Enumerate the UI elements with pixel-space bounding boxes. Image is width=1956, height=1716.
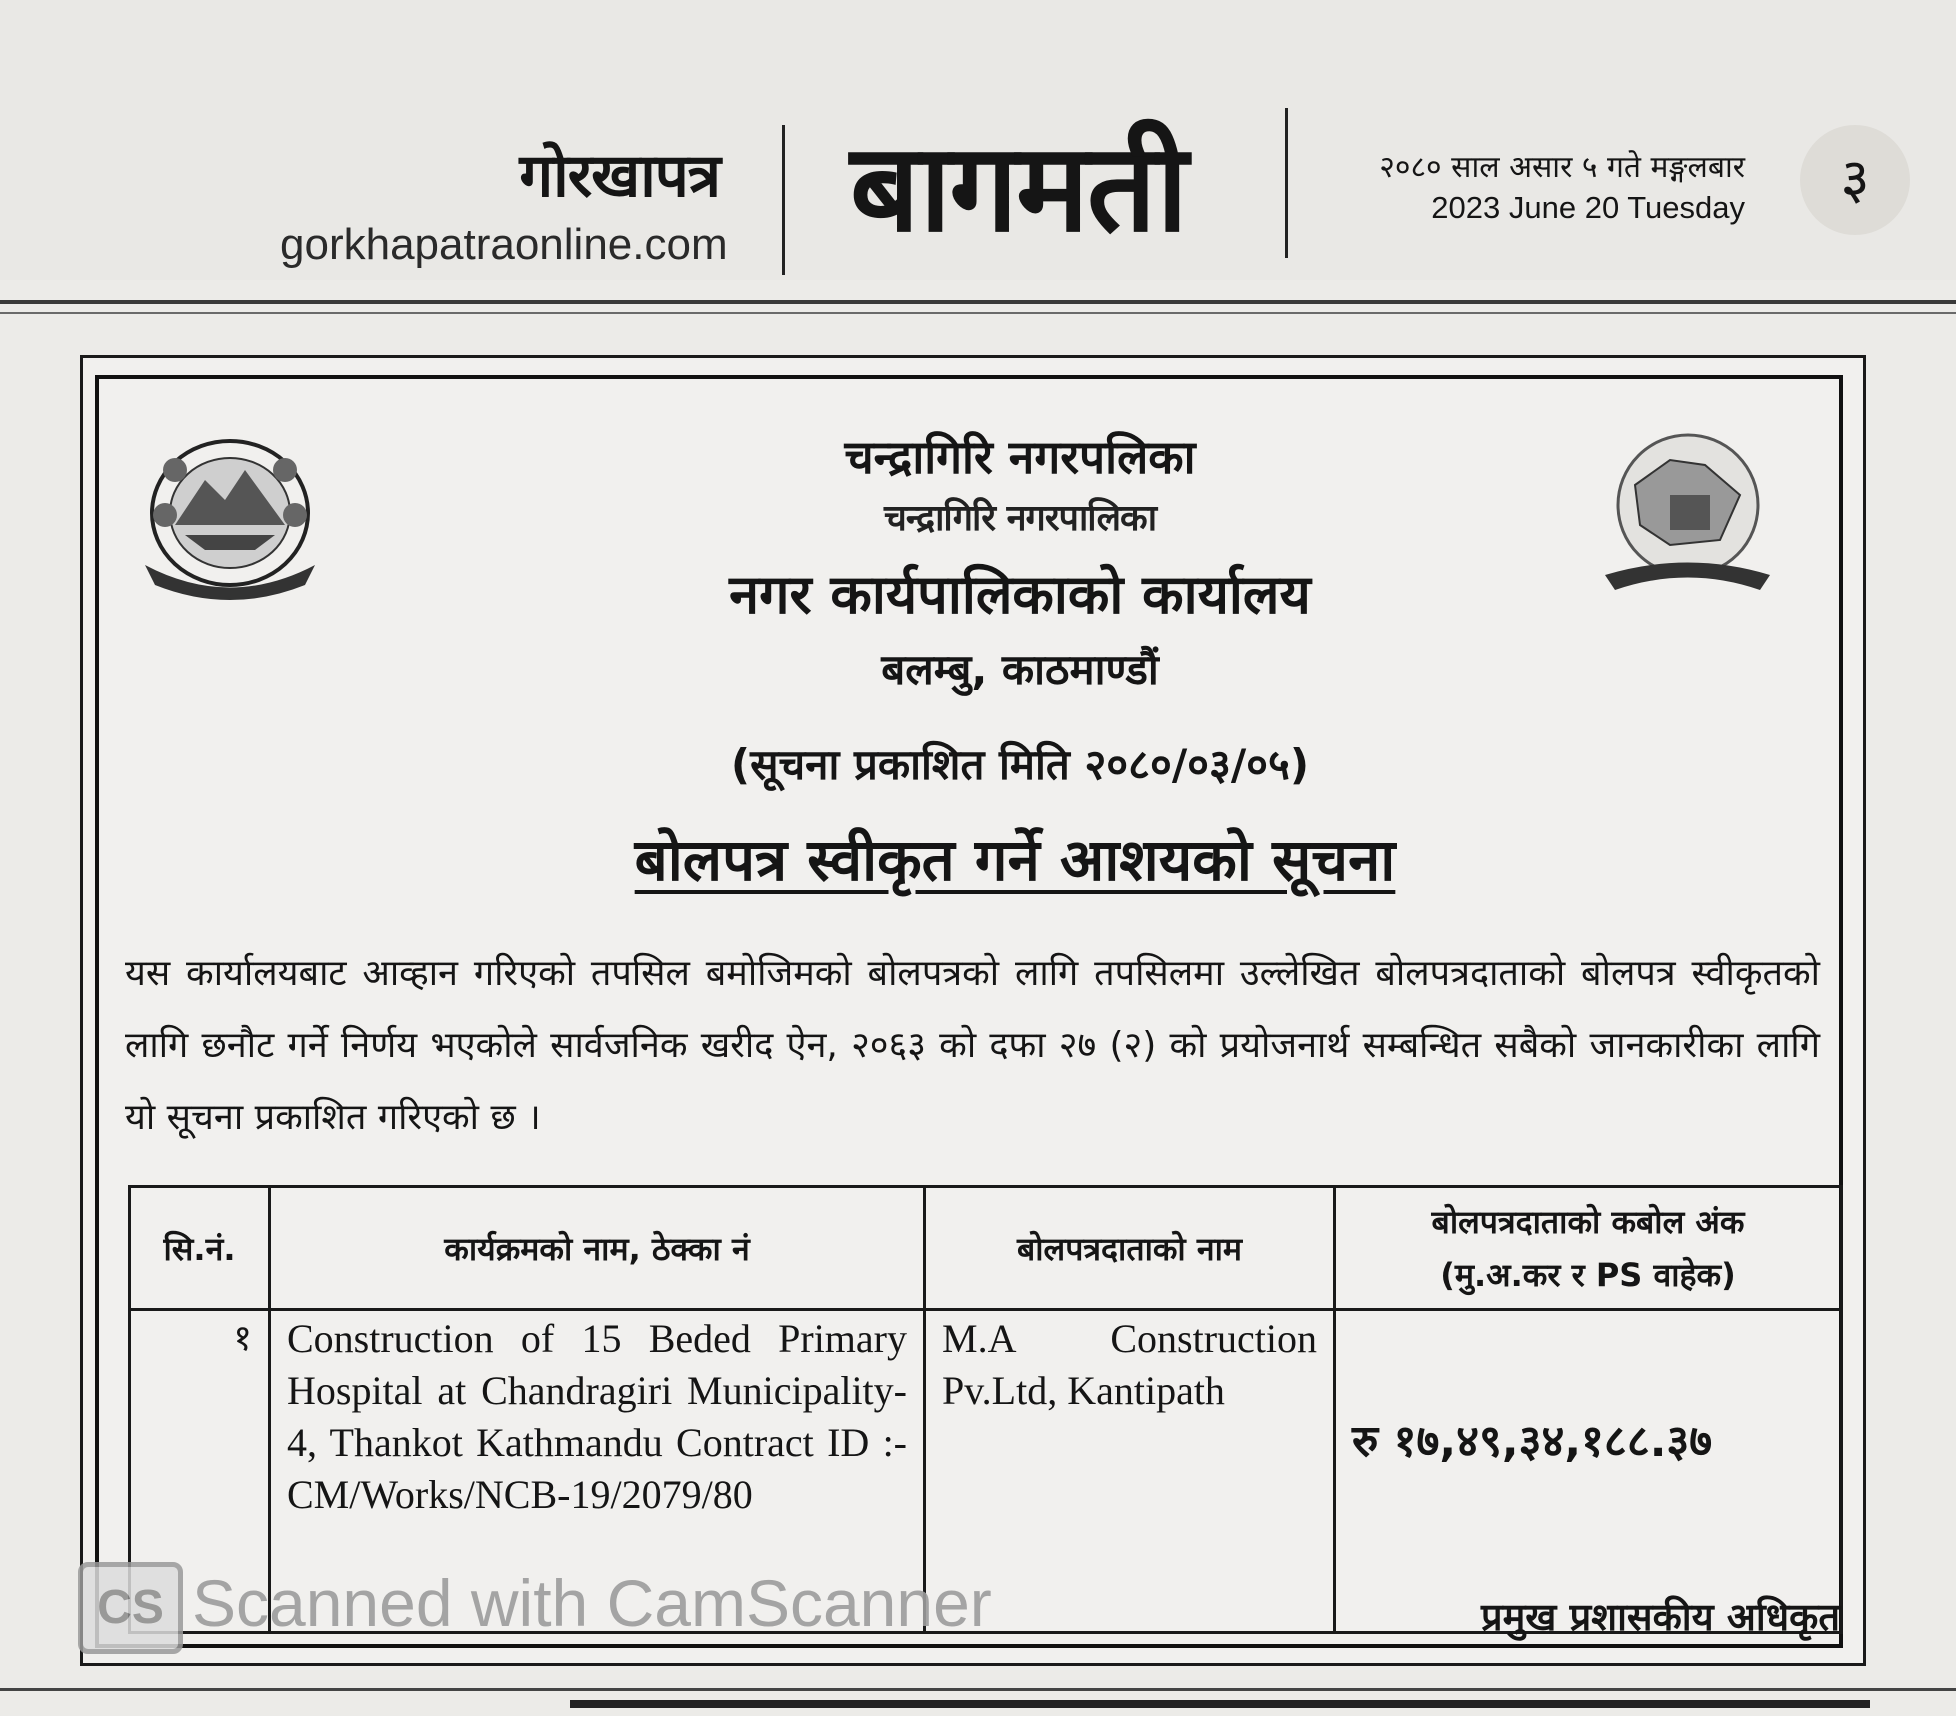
municipality-logo-icon <box>1600 425 1775 605</box>
notice-title: बोलपत्र स्वीकृत गर्ने आशयको सूचना <box>634 826 1396 894</box>
publish-date: (सूचना प्रकाशित मिति २०८०/०३/०५) <box>730 740 1310 789</box>
date-english: 2023 June 20 Tuesday <box>1431 190 1745 225</box>
masthead-divider <box>782 125 785 275</box>
header-bidder: बोलपत्रदाताको नाम <box>925 1187 1335 1310</box>
footer-rule <box>0 1688 1956 1691</box>
signer-title: प्रमुख प्रशासकीय अधिकृत <box>1480 1595 1840 1639</box>
masthead-divider <box>1285 108 1288 258</box>
nepal-emblem-icon <box>135 425 325 600</box>
camscanner-watermark: Scanned with CamScanner <box>192 1566 992 1640</box>
table-header-row <box>130 1187 1842 1310</box>
header-rule <box>0 312 1956 314</box>
section-title: बागमती <box>850 117 1187 259</box>
notice-body: यस कार्यालयबाट आव्हान गरिएको तपसिल बमोजिमको बोलपत्रको लागि तपसिलमा उल्लेखित बोलपत्रदाताको बोलपत्र स्वीकृतको लागि छनौट गर्ने निर्णय भएकोले सार्वजनिक खरीद ऐन, २०६३ को दफा २७ (२) को प्रयोजनार्थ सम्बन्धित सबैको जानकारीका लागि यो सूचना प्रकाशित गरिएको छ । <box>125 953 1820 1138</box>
office-address: बलम्बु, काठमाण्डौं <box>881 645 1159 694</box>
newspaper-name: गोरखापत्र <box>519 141 720 211</box>
header-amount <box>1335 1187 1842 1310</box>
header-sn: सि.नं. <box>130 1187 270 1310</box>
cell-bidder: M.A Construction Pv.Ltd, Kantipath <box>925 1310 1335 1633</box>
office-name-secondary: चन्द्रागिरि नगरपालिका <box>883 498 1157 539</box>
camscanner-badge-icon: CS <box>78 1562 183 1654</box>
office-name: चन्द्रागिरि नगरपलिका <box>844 430 1196 484</box>
page-number: ३ <box>1800 125 1910 235</box>
cell-program: Construction of 15 Beded Primary Hospital at Chandragiri Municipality- 4, Thankot Kathmandu Contract ID :- CM/Works/NCB-19/2079/80 <box>270 1310 925 1633</box>
header-amount-line1: बोलपत्रदाताको कबोल अंक <box>1431 1203 1745 1241</box>
footer-rule <box>570 1700 1870 1708</box>
newspaper-url: gorkhapatraonline.com <box>280 220 728 269</box>
date-nepali: २०८० साल असार ५ गते मङ्गलबार <box>1379 150 1745 185</box>
header-rule <box>0 300 1956 304</box>
cell-amount: रु १७,४९,३४,१८८.३७ <box>1335 1310 1842 1633</box>
header-program: कार्यक्रमको नाम, ठेक्का नं <box>270 1187 925 1310</box>
header-amount-line2: (मु.अ.कर र PS वाहेक) <box>1440 1256 1736 1294</box>
executive-office: नगर कार्यपालिकाको कार्यालय <box>729 563 1311 626</box>
cell-sn: १ <box>130 1310 270 1633</box>
